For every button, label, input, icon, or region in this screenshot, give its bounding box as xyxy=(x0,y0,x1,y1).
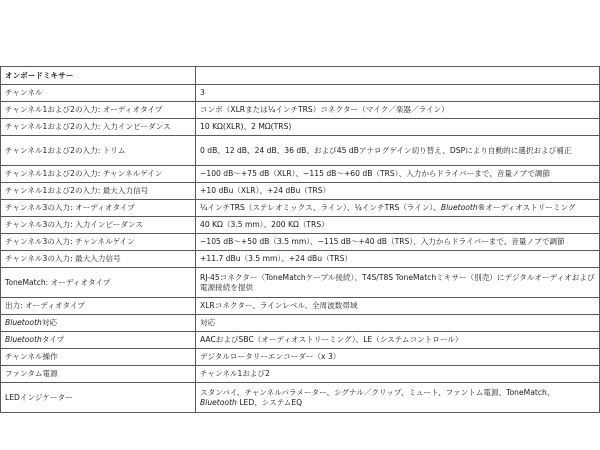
row-value: XLRコネクター、ラインレベル、全周波数帯域 xyxy=(196,298,600,315)
bluetooth-text: Bluetooth xyxy=(5,318,42,328)
table-row xyxy=(1,332,600,349)
bluetooth-text: Bluetooth xyxy=(440,203,478,213)
row-value: コンボ（XLRまたは¼インチTRS）コネクター（マイク／楽器／ライン） xyxy=(196,102,600,119)
row-value: 3 xyxy=(196,85,600,102)
row-label: 出力: オーディオタイプ xyxy=(1,298,196,315)
table-row xyxy=(1,183,600,200)
row-label: チャンネル1および2の入力: 最大入力信号 xyxy=(1,183,196,200)
table-row xyxy=(1,383,600,413)
table-row xyxy=(1,166,600,183)
label-text: 対応 xyxy=(41,318,58,328)
table-row xyxy=(1,315,600,332)
row-value xyxy=(196,383,600,413)
section-title: オンボードミキサー xyxy=(1,67,196,85)
table-row xyxy=(1,251,600,268)
table-row xyxy=(1,366,600,383)
row-label: ファンタム電源 xyxy=(1,366,196,383)
row-value: −100 dB〜+75 dB（XLR）、−115 dB〜+60 dB（TRS）、入力からドライバーまで、音量ノブで調節 xyxy=(196,166,600,183)
row-label: チャンネル3の入力: オーディオタイプ xyxy=(1,200,196,217)
value-text: LED、システムEQ xyxy=(236,397,303,407)
value-text: ¼インチTRS（ステレオミックス、ライン）、¼インチTRS（ライン）、 xyxy=(200,203,441,213)
row-label: LEDインジケーター xyxy=(1,383,196,413)
table-row xyxy=(1,298,600,315)
bluetooth-text: Bluetooth xyxy=(5,335,42,345)
row-value: 0 dB、12 dB、24 dB、36 dB、および45 dBアナログゲイン切り替え、DSPにより自動的に選択および補正 xyxy=(196,136,600,166)
row-value: チャンネル1および2 xyxy=(196,366,600,383)
row-label: チャンネル操作 xyxy=(1,349,196,366)
row-label: チャンネル3の入力: チャンネルゲイン xyxy=(1,234,196,251)
bluetooth-text: Bluetooth xyxy=(200,397,237,407)
row-label: チャンネル1および2の入力: 入力インピーダンス xyxy=(1,119,196,136)
row-value: AACおよびSBC（オーディオストリーミング）、LE（システムコントロール） xyxy=(196,332,600,349)
row-value: RJ-45コネクター（ToneMatchケーブル接続）、T4S/T8S ToneMatchミキサー（別売）にデジタルオーディオおよび電源接続を提供 xyxy=(196,268,600,298)
table-row xyxy=(1,102,600,119)
value-text: ®オーディオストリーミング xyxy=(477,203,576,213)
table-row xyxy=(1,234,600,251)
section-title-blank xyxy=(196,67,600,85)
table-row xyxy=(1,85,600,102)
table-row xyxy=(1,119,600,136)
row-value: +10 dBu（XLR）、+24 dBu（TRS） xyxy=(196,183,600,200)
section-header-row xyxy=(1,67,600,85)
row-value: デジタルロータリーエンコーダー（x 3） xyxy=(196,349,600,366)
spec-table xyxy=(0,66,600,413)
table-row xyxy=(1,349,600,366)
row-value xyxy=(196,200,600,217)
row-value: 10 KΩ(XLR)、2 MΩ(TRS) xyxy=(196,119,600,136)
table-row xyxy=(1,268,600,298)
row-label: チャンネル1および2の入力: オーディオタイプ xyxy=(1,102,196,119)
row-value: 対応 xyxy=(196,315,600,332)
row-value: −105 dB〜+50 dB（3.5 mm）、−115 dB〜+40 dB（TRS）、入力からドライバーまで、音量ノブで調節 xyxy=(196,234,600,251)
table-row xyxy=(1,200,600,217)
table-row xyxy=(1,136,600,166)
row-label: チャンネル3の入力: 最大入力信号 xyxy=(1,251,196,268)
label-text: タイプ xyxy=(41,335,65,345)
value-text: スタンバイ、チャンネルパラメーター、シグナル／クリップ、ミュート、ファントム電源、ToneMatch、 xyxy=(200,388,555,398)
row-value: 40 KΩ（3.5 mm）、200 KΩ（TRS） xyxy=(196,217,600,234)
row-label: チャンネル1および2の入力: チャンネルゲイン xyxy=(1,166,196,183)
row-label: ToneMatch: オーディオタイプ xyxy=(1,268,196,298)
row-label: チャンネル1および2の入力: トリム xyxy=(1,136,196,166)
row-label: チャンネル3の入力: 入力インピーダンス xyxy=(1,217,196,234)
table-row xyxy=(1,217,600,234)
row-label xyxy=(1,332,196,349)
row-label: チャンネル xyxy=(1,85,196,102)
row-value: +11.7 dBu（3.5 mm）、+24 dBu（TRS） xyxy=(196,251,600,268)
row-label xyxy=(1,315,196,332)
